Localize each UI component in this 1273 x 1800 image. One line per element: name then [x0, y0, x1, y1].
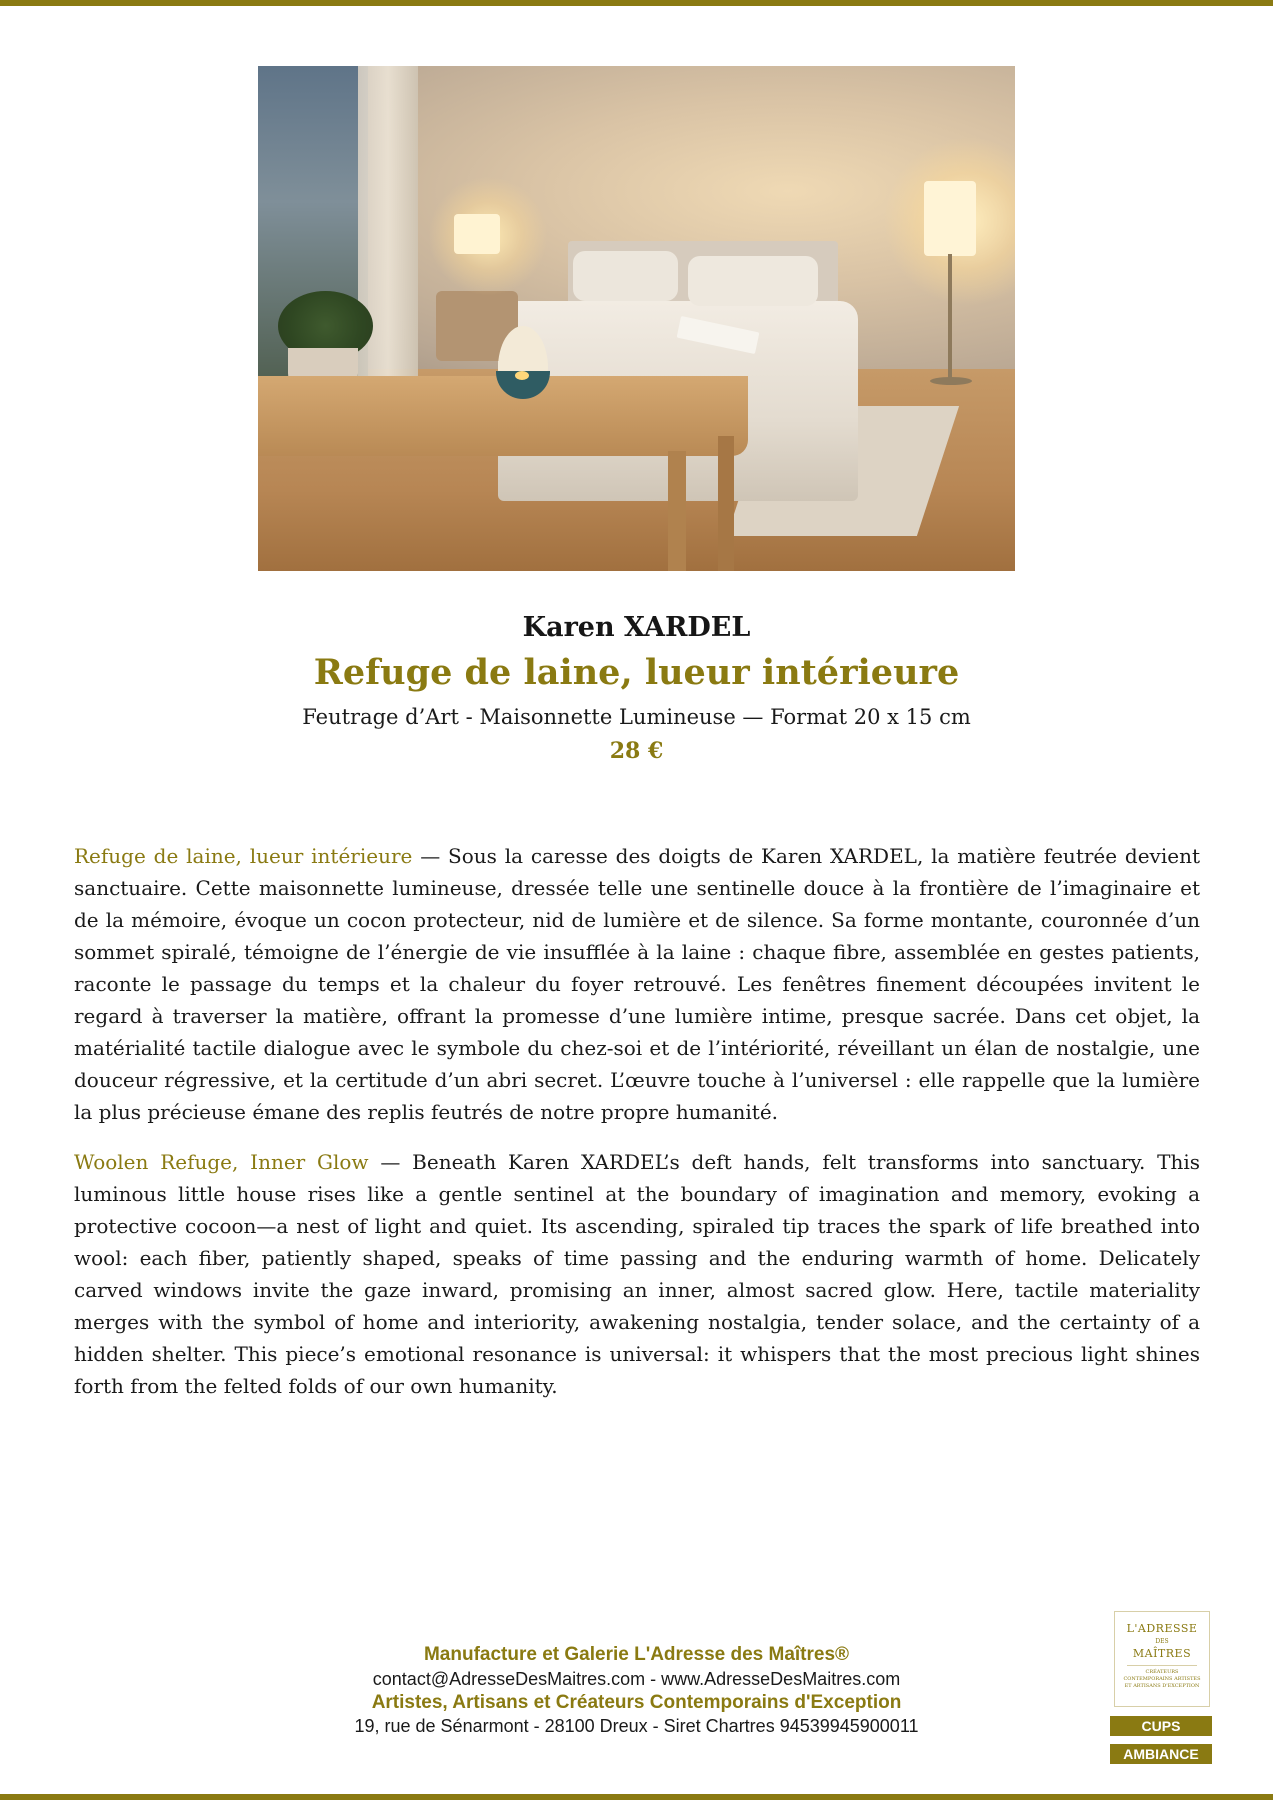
artist-name: Karen XARDEL — [522, 612, 751, 643]
top-accent-bar — [0, 0, 1273, 6]
curtain — [358, 66, 418, 426]
logo-line1: L'ADRESSE — [1126, 1622, 1198, 1635]
artwork-title: Refuge de laine, lueur intérieure — [313, 652, 960, 693]
logo-line4: CRÉATEURS CONTEMPORAINS ARTISTES ET ARTISANS D'EXCEPTION — [1123, 1669, 1201, 1689]
tag-ambiance: AMBIANCE — [1110, 1744, 1212, 1764]
logo-line3: MAÎTRES — [1132, 1647, 1192, 1660]
footer-contact: contact@AdresseDesMaitres.com - www.AdresseDesMaitres.com — [372, 1669, 901, 1689]
tag-cups: CUPS — [1110, 1716, 1212, 1736]
description-en-lead: Woolen Refuge, Inner Glow — [74, 1150, 369, 1174]
description-en — [74, 1146, 1200, 1402]
description-en-body: — Beneath Karen XARDEL’s deft hands, felt transforms into sanctuary. This luminous little house rises like a gentle sentinel at the boundary of imagination and memory, evoking a protective cocoon—a nest of light and quiet. Its ascending, spiraled tip traces the spark of life breathed into wool: each fiber, patiently shaped, speaks of time passing and the enduring warmth of home. Delicately carved windows invite the gaze inward, promising an inner, almost sacred glow. Here, tactile materiality merges with the symbol of home and interiority, awakening nostalgia, tender solace, and the certainty of a hidden shelter. This piece’s emotional resonance is universal: it whispers that the most precious light shines forth from the felted folds of our own humanity. — [74, 1150, 1201, 1398]
description-fr — [74, 840, 1200, 1128]
footer-address: 19, rue de Sénarmont - 28100 Dreux - Siret Chartres 94539945900011 — [354, 1716, 919, 1736]
bottom-accent-bar — [0, 1794, 1273, 1800]
description-fr-body: — Sous la caresse des doigts de Karen XARDEL, la matière feutrée devient sanctuaire. Cette maisonnette lumineuse, dressée telle une sentinelle douce à la frontière de l’imaginaire et de la mémoire, évoque un cocon protecteur, nid de lumière et de silence. Sa forme montante, couronnée d’un sommet spiralé, témoigne de l’énergie de vie insufflée à la laine : chaque fibre, assemblée en gestes patients, raconte le passage du temps et la chaleur du foyer retrouvé. Les fenêtres finement découpées invitent le regard à traverser la matière, offrant la promesse d’une lumière intime, presque sacrée. Dans cet objet, la matérialité tactile dialogue avec le symbole du chez-soi et de l’intériorité, réveillant un élan de nostalgie, une douceur régressive, et la certitude d’un abri secret. L’œuvre touche à l’universel : elle rappelle que la lumière la plus précieuse émane des replis feutrés de notre propre humanité. — [74, 844, 1201, 1124]
footer-tagline: Artistes, Artisans et Créateurs Contemporains d'Exception — [371, 1692, 902, 1713]
artwork-price: 28 € — [609, 738, 664, 764]
floor-lamp — [924, 181, 976, 256]
footer-gallery: Manufacture et Galerie L'Adresse des Maîtres® — [423, 1644, 850, 1665]
product-photo — [258, 66, 1015, 571]
gallery-logo — [1114, 1611, 1210, 1707]
logo-line2: DES — [1155, 1638, 1169, 1645]
bedside-lamp — [454, 214, 500, 254]
artwork-subtitle: Feutrage d’Art - Maisonnette Lumineuse — Format 20 x 15 cm — [302, 705, 971, 729]
description-fr-lead: Refuge de laine, lueur intérieure — [74, 844, 413, 868]
